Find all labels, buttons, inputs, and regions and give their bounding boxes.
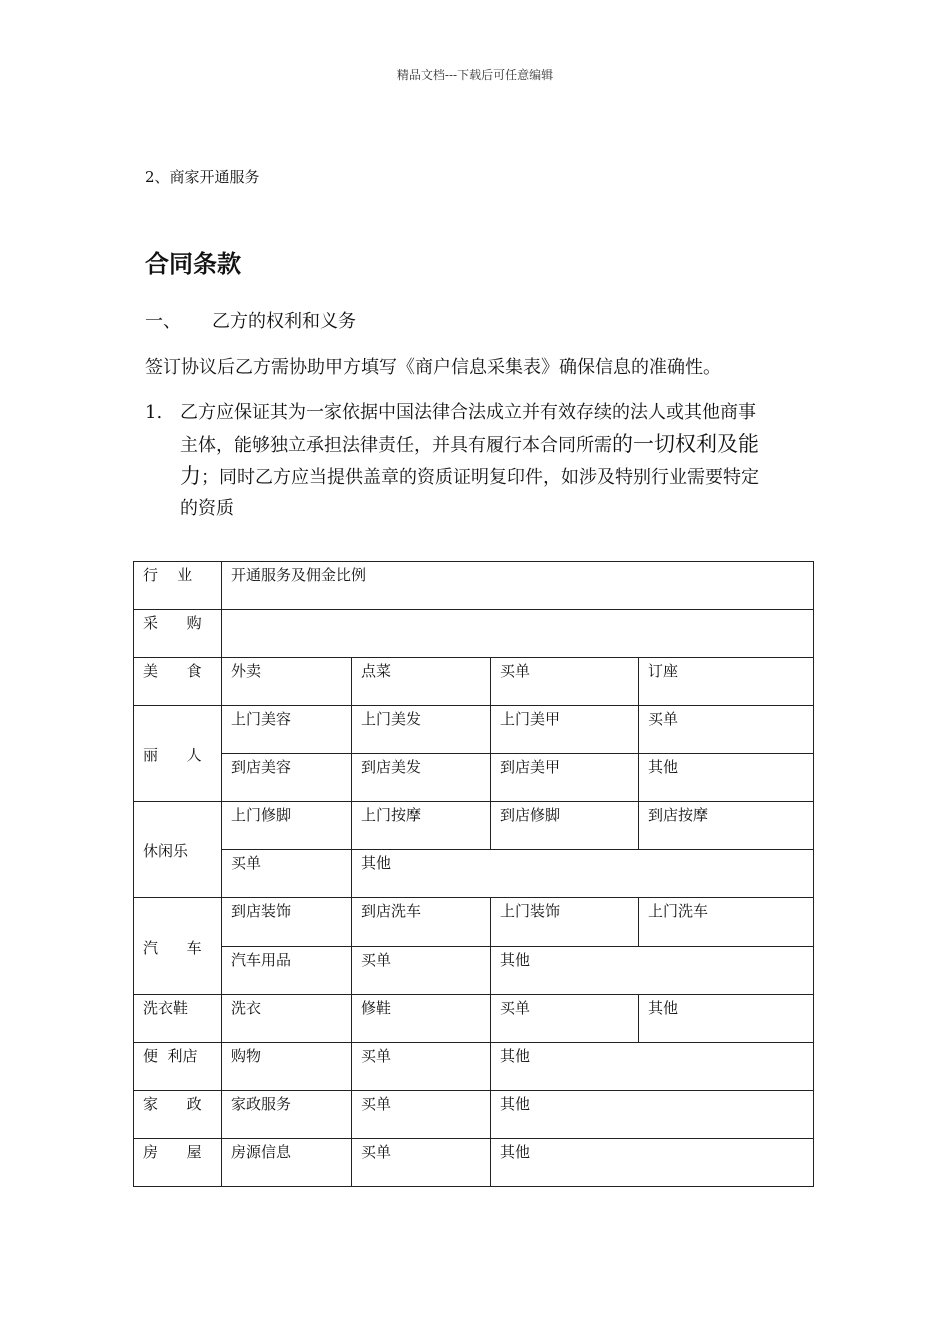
- table-cell: 买单: [222, 850, 352, 898]
- table-cell: 其他: [491, 1090, 814, 1138]
- table-cell: 到店美容: [222, 754, 352, 802]
- table-row: [134, 946, 814, 994]
- service-heading: 2、商家开通服务: [145, 168, 260, 186]
- industry-leisure: 休闲乐: [134, 802, 222, 898]
- industry-procurement: 采 购: [134, 610, 222, 658]
- industry-auto: 汽 车: [134, 898, 222, 994]
- industry-beauty: 丽 人: [134, 706, 222, 802]
- table-cell: 上门美容: [222, 706, 352, 754]
- table-row: [134, 610, 814, 658]
- table-row: [134, 706, 814, 754]
- table-cell: 上门美发: [352, 706, 491, 754]
- industry-housekeeping: 家 政: [134, 1090, 222, 1138]
- table-cell: 其他: [491, 1138, 814, 1186]
- page-header: 精品文档---下载后可任意编辑: [396, 68, 554, 82]
- clause-text: [180, 398, 820, 524]
- table-cell: 购物: [222, 1042, 352, 1090]
- table-cell: 上门按摩: [352, 802, 491, 850]
- clause-line-1: 乙方应保证其为一家依据中国法律合法成立并有效存续的法人或其他商事: [180, 402, 756, 423]
- table-cell: 到店修脚: [491, 802, 639, 850]
- table-header-services: 开通服务及佣金比例: [222, 562, 814, 610]
- section-number: 一、: [145, 311, 181, 332]
- table-cell: 到店按摩: [639, 802, 814, 850]
- table-cell: 买单: [352, 1138, 491, 1186]
- clause-line-3-b: ；同时乙方应当提供盖章的资质证明复印件，如涉及特别行业需要特定: [201, 467, 759, 488]
- table-cell: [222, 610, 814, 658]
- section-title: 乙方的权利和义务: [212, 311, 356, 332]
- table-cell: 买单: [352, 946, 491, 994]
- table-header-industry: 行 业: [134, 562, 222, 610]
- table-cell: 订座: [639, 658, 814, 706]
- industry-convenience: 便 利店: [134, 1042, 222, 1090]
- table-cell: 买单: [491, 658, 639, 706]
- table-cell: 点菜: [352, 658, 491, 706]
- table-cell: 上门洗车: [639, 898, 814, 946]
- table-cell: 到店美发: [352, 754, 491, 802]
- industry-housing: 房 屋: [134, 1138, 222, 1186]
- industry-laundry: 洗衣鞋: [134, 994, 222, 1042]
- intro-paragraph: 签订协议后乙方需协助甲方填写《商户信息采集表》确保信息的准确性。: [145, 357, 721, 378]
- table-cell: 其他: [639, 754, 814, 802]
- clause-line-3: [180, 461, 820, 494]
- table-row: [134, 754, 814, 802]
- clause-line-4: 的资质: [180, 497, 234, 519]
- table-cell: 上门装饰: [491, 898, 639, 946]
- table-cell: 到店装饰: [222, 898, 352, 946]
- table-cell: 汽车用品: [222, 946, 352, 994]
- table-cell: 家政服务: [222, 1090, 352, 1138]
- table-cell: 其他: [352, 850, 814, 898]
- industry-food: 美 食: [134, 658, 222, 706]
- table-cell: 到店美甲: [491, 754, 639, 802]
- table-cell: 买单: [491, 994, 639, 1042]
- clause-number: 1.: [145, 402, 163, 423]
- clause-line-2-a: 主体，能够独立承担法律责任，并具有履行本合同所需: [180, 434, 612, 456]
- table-cell: 房源信息: [222, 1138, 352, 1186]
- clause-line-2: [180, 429, 820, 462]
- service-table: [133, 561, 814, 1187]
- table-cell: 其他: [491, 1042, 814, 1090]
- table-cell: 到店洗车: [352, 898, 491, 946]
- table-cell: 其他: [491, 946, 814, 994]
- table-row: [134, 658, 814, 706]
- table-cell: 其他: [639, 994, 814, 1042]
- table-cell: 外卖: [222, 658, 352, 706]
- clause-line-3-a: 力: [180, 464, 201, 488]
- table-cell: 上门修脚: [222, 802, 352, 850]
- table-row: [134, 850, 814, 898]
- page-title: 合同条款: [145, 250, 241, 278]
- table-row: [134, 1090, 814, 1138]
- table-cell: 买单: [352, 1090, 491, 1138]
- clause-line-2-b: 的一切权利及能: [612, 431, 759, 456]
- table-cell: 修鞋: [352, 994, 491, 1042]
- table-row: [134, 562, 814, 610]
- table-row: [134, 994, 814, 1042]
- table-row: [134, 898, 814, 946]
- table-cell: 洗衣: [222, 994, 352, 1042]
- table-row: [134, 1138, 814, 1186]
- table-cell: 买单: [352, 1042, 491, 1090]
- table-cell: 买单: [639, 706, 814, 754]
- table-cell: 上门美甲: [491, 706, 639, 754]
- table-row: [134, 1042, 814, 1090]
- table-row: [134, 802, 814, 850]
